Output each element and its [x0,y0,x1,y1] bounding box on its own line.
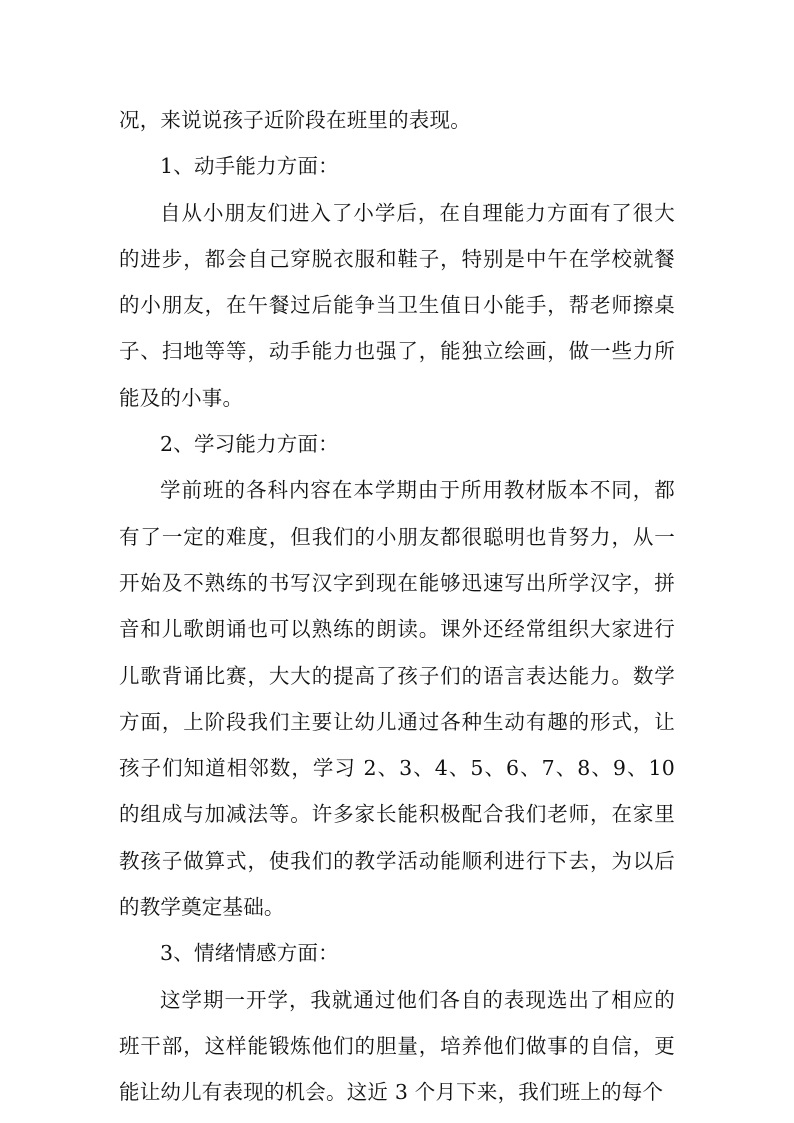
document-body [119,97,675,1116]
continuation-paragraph: 况，来说说孩子近阶段在班里的表现。 [119,108,471,132]
section-heading-learning-ability: 2、学习能力方面： [160,432,339,457]
section-heading-hands-on-ability: 1、动手能力方面： [160,154,339,179]
paragraph-learning-ability: 学前班的各科内容在本学期由于所用教材版本不同，都有了一定的难度，但我们的小朋友都很聪明也肯努力，从一开始及不熟练的书写汉字到现在能够迅速写出所学汉字，拼音和儿歌朗诵也可以熟练的朗读。课外还经常组织大家进行儿歌背诵比赛，大大的提高了孩子们的语言表达能力。数学方面，上阶段我们主要让幼儿通过各种生动有趣的形式，让孩子们知道相邻数，学习 2、3、4、5、6、7、8、9、10 的组成与加减法等。许多家长能积极配合我们老师，在家里教孩子做算式，使我们的教学活动能顺利进行下去，为以后的教学奠定基础。 [119,478,675,920]
paragraph-emotions: 这学期一开学，我就通过他们各自的表现选出了相应的班干部，这样能锻炼他们的胆量，培养他们做事的自信，更能让幼儿有表现的机会。这近 3 个月下来，我们班上的每个 [119,987,675,1105]
paragraph-hands-on-ability: 自从小朋友们进入了小学后，在自理能力方面有了很大的进步，都会自己穿脱衣服和鞋子，特别是中午在学校就餐的小朋友，在午餐过后能争当卫生值日小能手，帮老师擦桌子、扫地等等，动手能力也强了，能独立绘画，做一些力所能及的小事。 [119,200,675,410]
section-heading-emotions: 3、情绪情感方面： [160,941,339,966]
